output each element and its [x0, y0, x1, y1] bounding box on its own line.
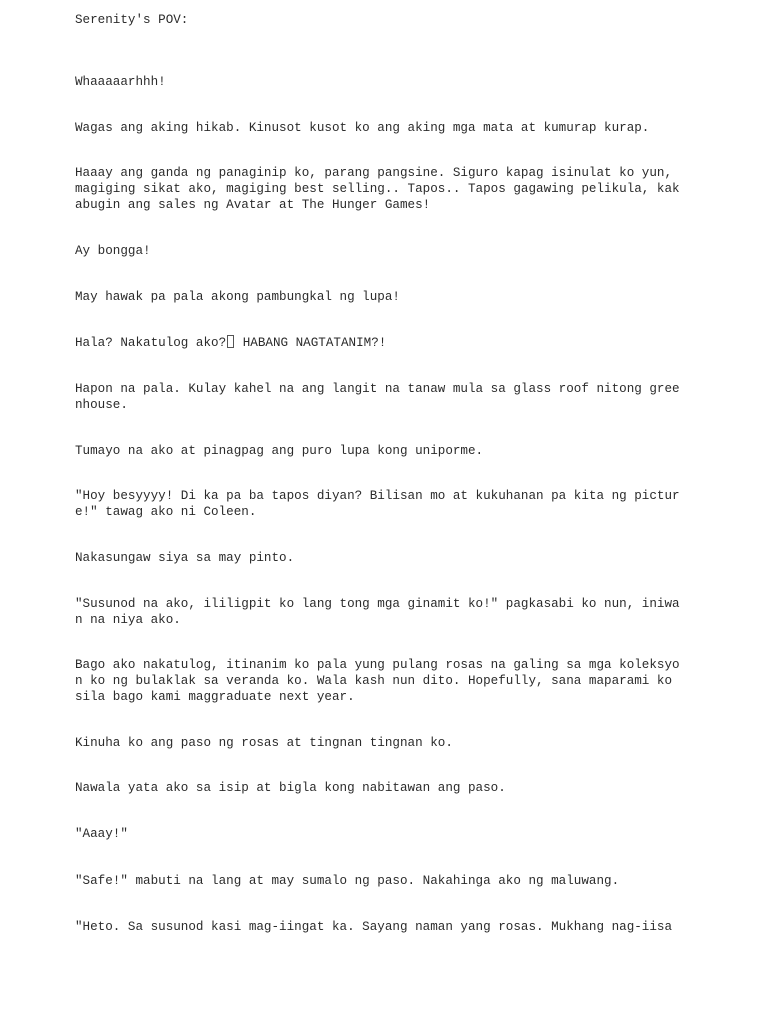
missing-glyph-icon	[227, 335, 234, 348]
paragraph-pov-heading: Serenity's POV:	[75, 13, 189, 27]
paragraph-part: Hala? Nakatulog ako?	[75, 336, 227, 350]
paragraph: Kinuha ko ang paso ng rosas at tingnan tingnan ko.	[75, 736, 453, 750]
paragraph	[75, 335, 675, 351]
paragraph-part: HABANG NAGTATANIM?!	[242, 336, 387, 350]
paragraph: Tumayo na ako at pinagpag ang puro lupa kong uniporme.	[75, 444, 484, 458]
paragraph: Whaaaaarhhh!	[75, 75, 166, 89]
paragraph: "Aaay!"	[75, 827, 128, 841]
paragraph: Nakasungaw siya sa may pinto.	[75, 551, 295, 565]
paragraph: Haaay ang ganda ng panaginip ko, parang pangsine. Siguro kapag isinulat ko yun, magiging sikat ako, magiging best selling.. Tapos.. Tapos gagawing pelikula, kak abugin ang sales ng Avatar at The Hunger Games!	[75, 166, 680, 212]
paragraph: Bago ako nakatulog, itinanim ko pala yung pulang rosas na galing sa mga koleksyo n ko ng bulaklak sa veranda ko. Wala kash nun dito. Hopefully, sana maparami ko sila bago kami maggraduate next year.	[75, 658, 680, 704]
paragraph: "Susunod na ako, ililigpit ko lang tong mga ginamit ko!" pagkasabi ko nun, iniwa n na niya ako.	[75, 597, 680, 627]
paragraph: "Hoy besyyyy! Di ka pa ba tapos diyan? Bilisan mo at kukuhanan pa kita ng pictur e!" tawag ako ni Coleen.	[75, 489, 680, 519]
paragraph: Ay bongga!	[75, 244, 151, 258]
paragraph: "Heto. Sa susunod kasi mag-iingat ka. Sayang naman yang rosas. Mukhang nag-iisa	[75, 920, 673, 934]
paragraph: "Safe!" mabuti na lang at may sumalo ng paso. Nakahinga ako ng maluwang.	[75, 874, 620, 888]
paragraph: May hawak pa pala akong pambungkal ng lupa!	[75, 290, 400, 304]
paragraph: Hapon na pala. Kulay kahel na ang langit na tanaw mula sa glass roof nitong gree nhouse.	[75, 382, 680, 412]
paragraph: Wagas ang aking hikab. Kinusot kusot ko ang aking mga mata at kumurap kurap.	[75, 121, 650, 135]
paragraph: Nawala yata ako sa isip at bigla kong nabitawan ang paso.	[75, 781, 506, 795]
